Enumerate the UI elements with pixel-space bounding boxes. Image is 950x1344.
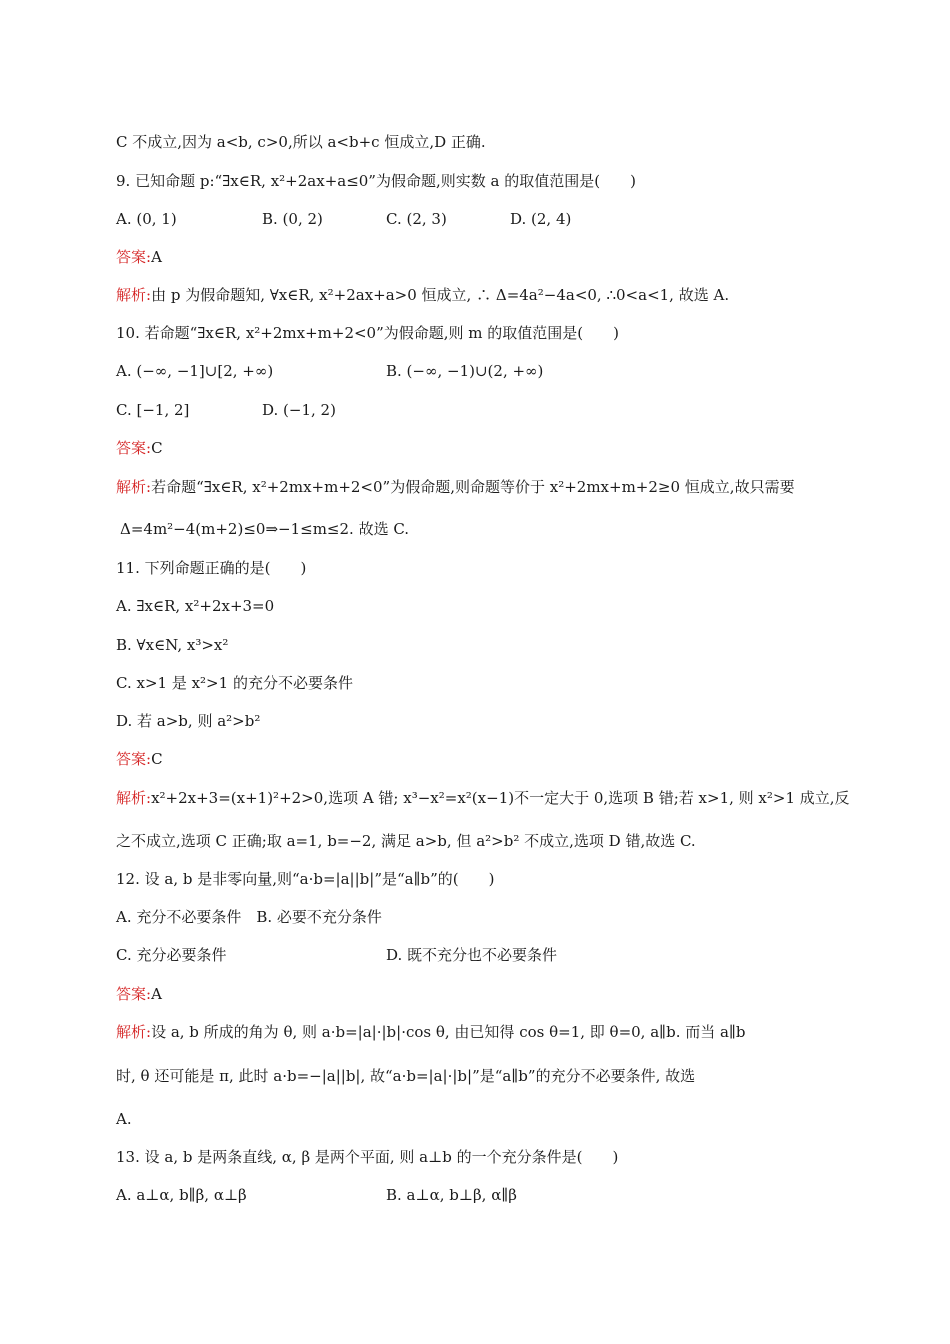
answer-value: A	[151, 248, 162, 266]
answer-label: 答案:	[116, 985, 152, 1003]
option-c: C. (2, 3)	[386, 210, 447, 228]
explanation-text: 设 a, b 所成的角为 θ, 则 a·b=|a|·|b|·cos θ, 由已知得 cos θ=1, 即 θ=0, a∥b. 而当 a∥b	[151, 1023, 746, 1041]
option-a: A. ∃x∈R, x²+2x+3=0	[116, 597, 275, 615]
answer-label: 答案:	[116, 750, 152, 768]
question-12: 12. 设 a, b 是非零向量,则“a·b=|a||b|”是“a∥b”的( )	[116, 870, 495, 888]
option-b: B. (−∞, −1)∪(2, +∞)	[386, 362, 544, 380]
option-b: B. ∀x∈N, x³>x²	[116, 636, 229, 654]
explanation-line	[116, 285, 836, 305]
explanation-continued: A.	[116, 1110, 132, 1128]
explanation-line	[116, 788, 850, 808]
question-13: 13. 设 a, b 是两条直线, α, β 是两个平面, 则 a⊥b 的一个充分条件是( )	[116, 1148, 619, 1166]
option-c: C. [−1, 2]	[116, 401, 190, 419]
answer-value: C	[151, 750, 163, 768]
text-line: C 不成立,因为 a<b, c>0,所以 a<b+c 恒成立,D 正确.	[116, 133, 486, 151]
explanation-continued: Δ=4m²−4(m+2)≤0⇒−1≤m≤2. 故选 C.	[120, 520, 410, 538]
option-d: D. 若 a>b, 则 a²>b²	[116, 712, 261, 730]
answer-line	[116, 984, 836, 1004]
option-d: D. (2, 4)	[510, 210, 572, 228]
option-ab: A. 充分不必要条件 B. 必要不充分条件	[116, 908, 382, 926]
option-d: D. (−1, 2)	[262, 401, 336, 419]
answer-label: 答案:	[116, 248, 152, 266]
answer-value: A	[151, 985, 162, 1003]
option-b: B. a⊥α, b⊥β, α∥β	[386, 1186, 517, 1204]
option-c: C. 充分必要条件	[116, 946, 227, 964]
explanation-line	[116, 1022, 836, 1042]
explanation-text: x²+2x+3=(x+1)²+2>0,选项 A 错; x³−x²=x²(x−1)不一定大于 0,选项 B 错;若 x>1, 则 x²>1 成立,反	[151, 789, 850, 807]
option-c: C. x>1 是 x²>1 的充分不必要条件	[116, 674, 353, 692]
explanation-continued: 时, θ 还可能是 π, 此时 a·b=−|a||b|, 故“a·b=|a|·|b|”是“a∥b”的充分不必要条件, 故选	[116, 1067, 696, 1085]
option-a: A. a⊥α, b∥β, α⊥β	[116, 1186, 247, 1204]
option-a: A. (−∞, −1]∪[2, +∞)	[116, 362, 274, 380]
explanation-label: 解析:	[116, 789, 152, 807]
question-11: 11. 下列命题正确的是( )	[116, 559, 307, 577]
explanation-line	[116, 477, 836, 497]
explanation-label: 解析:	[116, 286, 152, 304]
explanation-label: 解析:	[116, 478, 152, 496]
explanation-continued: 之不成立,选项 C 正确;取 a=1, b=−2, 满足 a>b, 但 a²>b² 不成立,选项 D 错,故选 C.	[116, 832, 696, 850]
answer-line	[116, 247, 836, 267]
explanation-text: 若命题“∃x∈R, x²+2mx+m+2<0”为假命题,则命题等价于 x²+2mx+m+2≥0 恒成立,故只需要	[151, 478, 795, 496]
answer-value: C	[151, 439, 163, 457]
option-d: D. 既不充分也不必要条件	[386, 946, 558, 964]
question-10: 10. 若命题“∃x∈R, x²+2mx+m+2<0”为假命题,则 m 的取值范围是( )	[116, 324, 620, 342]
explanation-text: 由 p 为假命题知, ∀x∈R, x²+2ax+a>0 恒成立, ∴ Δ=4a²−4a<0, ∴0<a<1, 故选 A.	[151, 286, 730, 304]
question-9: 9. 已知命题 p:“∃x∈R, x²+2ax+a≤0”为假命题,则实数 a 的取值范围是( )	[116, 172, 636, 190]
option-b: B. (0, 2)	[262, 210, 323, 228]
answer-line	[116, 438, 836, 458]
option-a: A. (0, 1)	[116, 210, 177, 228]
explanation-label: 解析:	[116, 1023, 152, 1041]
answer-line	[116, 749, 836, 769]
answer-label: 答案:	[116, 439, 152, 457]
